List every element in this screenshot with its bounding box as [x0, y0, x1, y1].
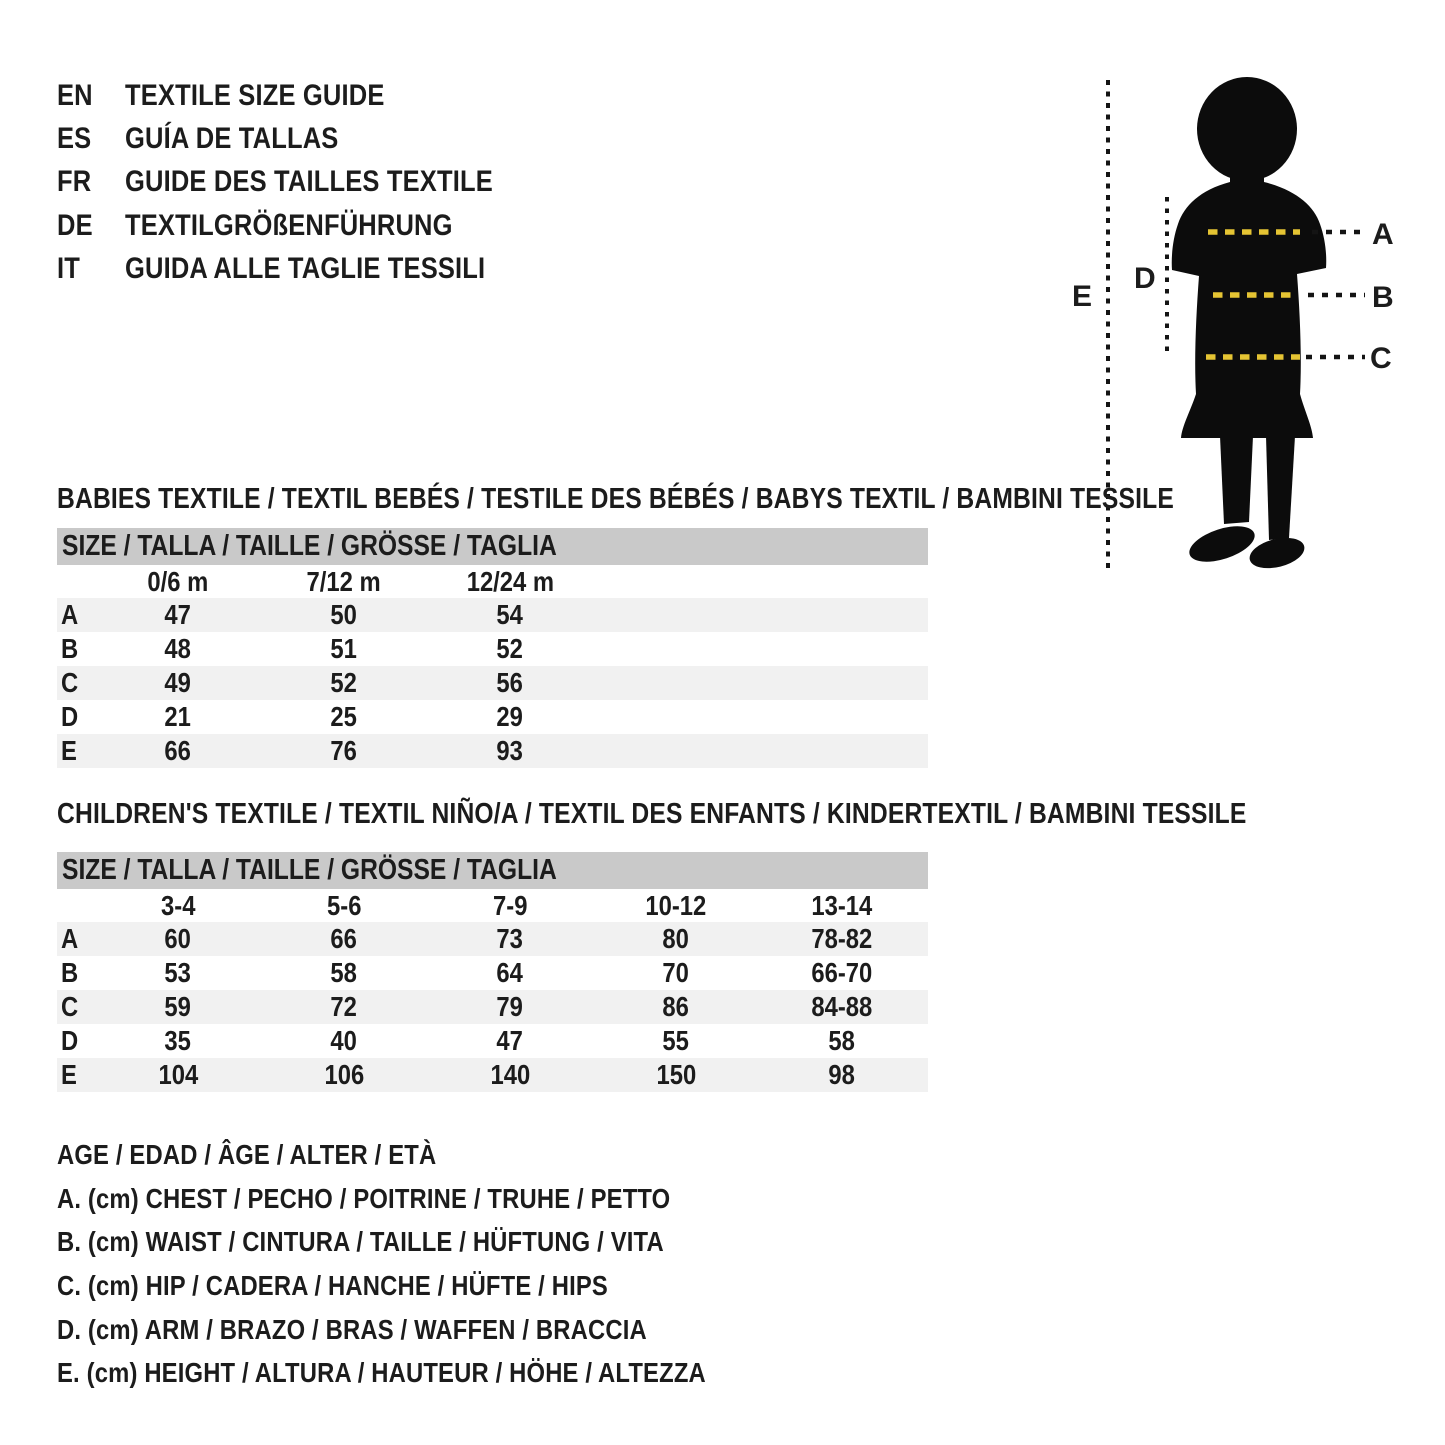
cell-value: 150	[656, 1059, 696, 1090]
row-label: E	[61, 1059, 77, 1090]
table-row	[57, 956, 928, 990]
children-section-title: CHILDREN'S TEXTILE / TEXTIL NIÑO/A / TEXTIL DES ENFANTS / KINDERTEXTIL / BAMBINI TESSILE	[57, 798, 1247, 830]
silhouette-left-shoe	[1185, 519, 1259, 569]
row-label: A	[61, 923, 79, 954]
figure-label-A: A	[1372, 218, 1394, 251]
table-row	[57, 990, 928, 1024]
table-row	[57, 632, 928, 666]
row-label: E	[61, 735, 77, 766]
children-col-3-4: 3-4	[160, 890, 196, 921]
row-label: D	[61, 1025, 79, 1056]
language-code: ES	[57, 122, 92, 156]
cell-value: 25	[330, 701, 358, 732]
measurement-legend	[57, 1133, 820, 1395]
cell-value: 79	[496, 991, 524, 1022]
cell-value: 47	[164, 599, 192, 630]
language-row-fr	[57, 160, 558, 203]
figure-label-C: C	[1370, 342, 1392, 375]
cell-value: 76	[330, 735, 358, 766]
legend-height: E. (cm) HEIGHT / ALTURA / HAUTEUR / HÖHE / ALTEZZA	[57, 1357, 706, 1389]
babies-size-table	[57, 528, 928, 768]
cell-value: 106	[324, 1059, 364, 1090]
language-row-es	[57, 117, 558, 160]
cell-value: 84-88	[811, 991, 873, 1022]
cell-value: 140	[490, 1059, 530, 1090]
table-row	[57, 598, 928, 632]
legend-age: AGE / EDAD / ÂGE / ALTER / ETÀ	[57, 1139, 437, 1170]
children-col-13-14: 13-14	[811, 890, 873, 921]
cell-value: 54	[496, 599, 524, 630]
cell-value: 52	[330, 667, 358, 698]
cell-value: 93	[496, 735, 524, 766]
language-title-block	[57, 74, 558, 290]
language-row-it	[57, 247, 558, 290]
table-row	[57, 666, 928, 700]
legend-arm: D. (cm) ARM / BRAZO / BRAS / WAFFEN / BRACCIA	[57, 1313, 647, 1345]
cell-value: 49	[164, 667, 192, 698]
cell-value: 47	[496, 1025, 524, 1056]
legend-waist: B. (cm) WAIST / CINTURA / TAILLE / HÜFTUNG / VITA	[57, 1226, 664, 1258]
measurement-figure	[1050, 60, 1445, 600]
cell-value: 40	[330, 1025, 358, 1056]
language-code: FR	[57, 165, 92, 199]
table-row	[57, 922, 928, 956]
row-label: B	[61, 957, 79, 988]
cell-value: 73	[496, 923, 524, 954]
children-col-10-12: 10-12	[645, 890, 707, 921]
cell-value: 52	[496, 633, 524, 664]
cell-value: 66	[164, 735, 192, 766]
row-label: C	[61, 991, 79, 1022]
cell-value: 66	[330, 923, 358, 954]
guide-title-en: TEXTILE SIZE GUIDE	[125, 79, 385, 112]
table-row	[57, 734, 928, 768]
cell-value: 78-82	[811, 923, 873, 954]
silhouette-right-shoe	[1246, 533, 1307, 574]
table-row	[57, 1024, 928, 1058]
children-size-header-bar: SIZE / TALLA / TAILLE / GRÖSSE / TAGLIA	[57, 852, 928, 889]
guide-title-de: TEXTILGRÖßENFÜHRUNG	[125, 208, 453, 242]
cell-value: 53	[164, 957, 192, 988]
babies-size-header-bar: SIZE / TALLA / TAILLE / GRÖSSE / TAGLIA	[57, 528, 928, 565]
legend-hip: C. (cm) HIP / CADERA / HANCHE / HÜFTE / HIPS	[57, 1270, 608, 1302]
language-row-de	[57, 204, 558, 247]
cell-value: 98	[828, 1059, 856, 1090]
children-col-5-6: 5-6	[326, 890, 362, 921]
row-label: B	[61, 633, 79, 664]
guide-title-fr: GUIDE DES TAILLES TEXTILE	[125, 165, 493, 199]
cell-value: 59	[164, 991, 192, 1022]
cell-value: 58	[828, 1025, 856, 1056]
babies-col-7-12m: 7/12 m	[306, 566, 382, 597]
babies-column-header-row	[57, 565, 928, 598]
children-column-header-row	[57, 889, 928, 922]
cell-value: 48	[164, 633, 192, 664]
babies-section-title: BABIES TEXTILE / TEXTIL BEBÉS / TESTILE DES BÉBÉS / BABYS TEXTIL / BAMBINI TESSILE	[57, 483, 1174, 515]
cell-value: 58	[330, 957, 358, 988]
row-label: A	[61, 599, 79, 630]
cell-value: 60	[164, 923, 192, 954]
guide-title-it: GUIDA ALLE TAGLIE TESSILI	[125, 251, 486, 285]
babies-col-12-24m: 12/24 m	[466, 566, 554, 597]
cell-value: 72	[330, 991, 358, 1022]
cell-value: 104	[158, 1059, 198, 1090]
figure-label-E: E	[1072, 280, 1093, 313]
cell-value: 70	[662, 957, 690, 988]
cell-value: 35	[164, 1025, 192, 1056]
legend-chest: A. (cm) CHEST / PECHO / POITRINE / TRUHE / PETTO	[57, 1182, 671, 1214]
cell-value: 66-70	[811, 957, 873, 988]
silhouette-torso	[1172, 182, 1327, 438]
figure-label-B: B	[1372, 281, 1394, 314]
cell-value: 80	[662, 923, 690, 954]
cell-value: 56	[496, 667, 524, 698]
cell-value: 64	[496, 957, 524, 988]
children-size-table	[57, 852, 928, 1092]
row-label: C	[61, 667, 79, 698]
language-code: EN	[57, 79, 93, 112]
cell-value: 55	[662, 1025, 690, 1056]
language-code: DE	[57, 208, 93, 242]
cell-value: 86	[662, 991, 690, 1022]
language-row-en	[57, 74, 558, 117]
cell-value: 51	[330, 633, 358, 664]
table-row	[57, 700, 928, 734]
cell-value: 29	[496, 701, 524, 732]
babies-col-0-6m: 0/6 m	[147, 566, 209, 597]
row-label: D	[61, 701, 79, 732]
cell-value: 21	[164, 701, 192, 732]
children-col-7-9: 7-9	[492, 890, 528, 921]
language-code: IT	[57, 251, 81, 285]
cell-value: 50	[330, 599, 358, 630]
guide-title-es: GUÍA DE TALLAS	[125, 122, 339, 156]
table-row	[57, 1058, 928, 1092]
figure-label-D: D	[1134, 262, 1156, 295]
